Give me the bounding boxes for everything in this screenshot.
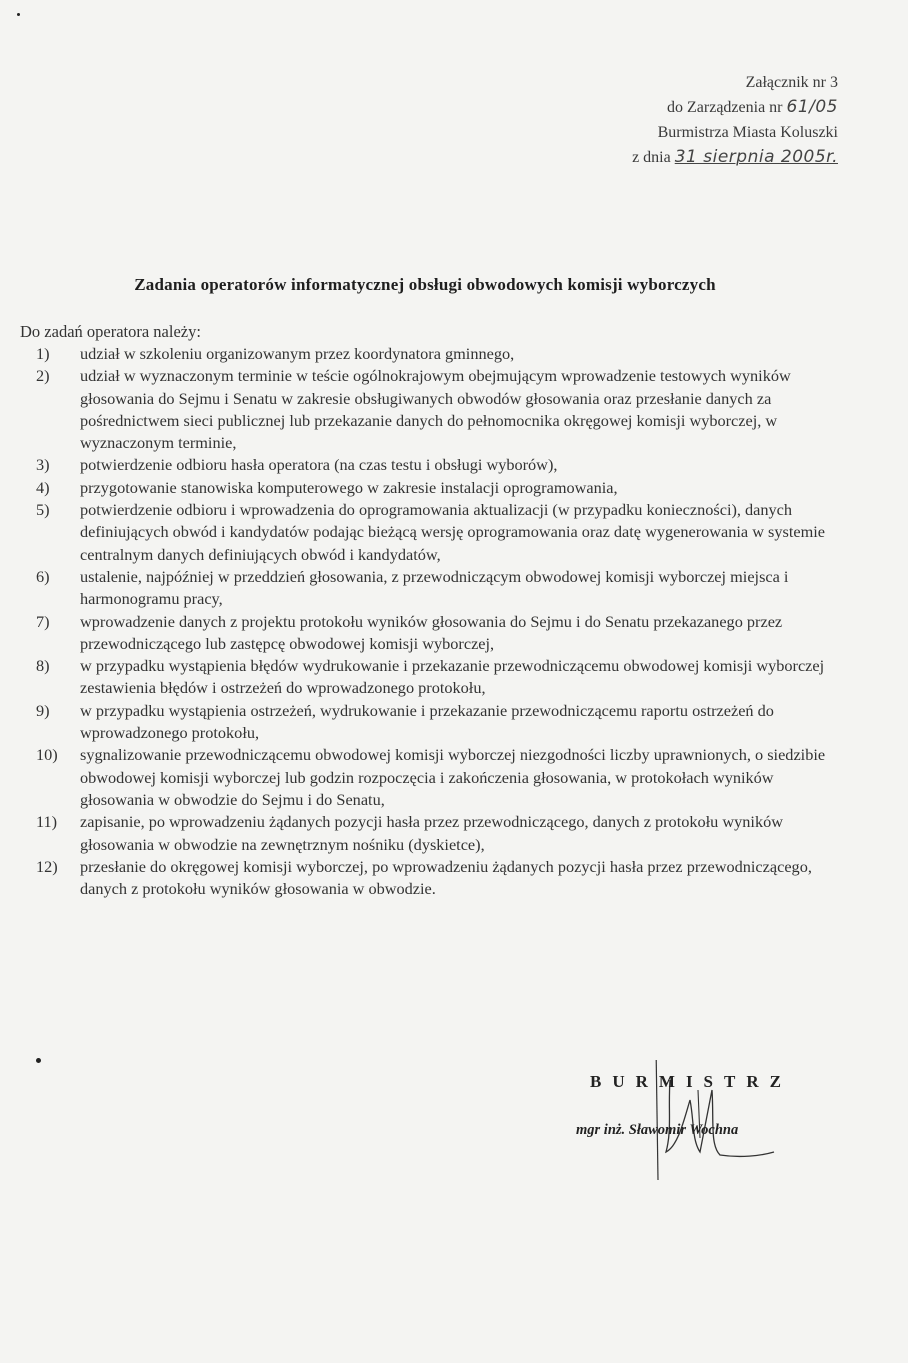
task-number [18, 499, 80, 566]
task-item [18, 566, 838, 611]
task-item [18, 856, 838, 901]
task-text: ustalenie, najpóźniej w przeddzień głosowania, z przewodniczącym obwodowej komisji wyborczej miejsca i harmonogramu pracy, [80, 566, 789, 609]
task-number [18, 744, 80, 811]
task-item [18, 454, 838, 476]
task-number [18, 477, 80, 499]
task-number-label: 8) [36, 656, 50, 676]
annex-number: Załącznik nr 3 [745, 74, 838, 91]
task-number [18, 811, 80, 856]
task-number-label: 1) [36, 344, 50, 363]
task-list [18, 343, 838, 900]
task-number-label: 7) [36, 611, 50, 631]
task-number-label: 5) [36, 500, 50, 520]
task-number-label: 3) [36, 455, 50, 475]
task-number [18, 611, 80, 656]
issuer: Burmistrza Miasta Koluszki [657, 124, 838, 141]
task-number [18, 700, 80, 745]
task-text: przygotowanie stanowiska komputerowego w zakresie instalacji oprogramowania, [80, 477, 618, 497]
scan-speck [17, 13, 20, 16]
task-text: potwierdzenie odbioru i wprowadzenia do oprogramowania aktualizacji (w przypadku konieczności), danych definiujących obwód i kandydatów podając bieżącą wersję oprogramowania oraz datę wygenerowania w systemie centralnym danych definiujących obwód i kandydatów, [80, 500, 826, 564]
date-prefix: z dnia [632, 149, 671, 166]
intro-text: Do zadań operatora należy: [20, 322, 201, 341]
order-reference [632, 95, 838, 120]
task-text: sygnalizowanie przewodniczącemu obwodowej komisji wyborczej niezgodności liczby uprawnionych, o siedzibie obwodowej komisji wyborczej lub godzin rozpoczęcia i zakończenia głosowania, w protokołach wyników głosowania w obwodzie do Sejmu i do Senatu, [80, 745, 826, 809]
task-number [18, 856, 80, 901]
task-number-label: 6) [36, 566, 50, 586]
task-number-label: 4) [36, 477, 50, 497]
task-item [18, 700, 838, 745]
order-number-handwritten: 61/05 [786, 97, 838, 117]
order-date [632, 145, 838, 170]
annex-header [632, 70, 838, 170]
task-number [18, 454, 80, 476]
signature-block [560, 1060, 840, 1190]
task-number-label: 12) [36, 856, 58, 876]
task-number-label: 11) [36, 812, 58, 832]
task-text: udział w szkoleniu organizowanym przez koordynatora gminnego, [80, 344, 515, 363]
task-text: wprowadzenie danych z projektu protokołu wyników głosowania do Sejmu i do Senatu przekazanego przez przewodniczącego lub zastępcę obwodowej komisji wyborczej, [80, 611, 783, 653]
date-handwritten: 31 sierpnia 2005r. [674, 147, 838, 167]
document-title: Zadania operatorów informatycznej obsługi obwodowych komisji wyborczych [134, 275, 716, 294]
task-number-label: 9) [36, 700, 50, 720]
task-item [18, 499, 838, 566]
order-prefix: do Zarządzenia nr [667, 99, 783, 116]
task-text: w przypadku wystąpienia błędów wydrukowanie i przekazanie przewodniczącemu obwodowej komisji wyborczej zestawienia błędów i ostrzeżeń do wprowadzonego protokołu, [80, 656, 825, 698]
signatory-name: mgr inż. Sławomir Wochna [576, 1122, 739, 1138]
task-number [18, 566, 80, 611]
task-number [18, 655, 80, 700]
task-item [18, 477, 838, 499]
task-text: przesłanie do okręgowej komisji wyborczej, po wprowadzeniu żądanych pozycji hasła przez przewodniczącego, danych z protokołu wyników głosowania w obwodzie. [80, 856, 812, 899]
task-item [18, 744, 838, 811]
task-text: potwierdzenie odbioru hasła operatora (na czas testu i obsługi wyborów), [80, 455, 558, 475]
task-item [18, 611, 838, 656]
task-item [18, 365, 838, 454]
task-item [18, 343, 838, 365]
task-text: w przypadku wystąpienia ostrzeżeń, wydrukowanie i przekazanie przewodniczącemu raportu ostrzeżeń do wprowadzonego protokołu, [80, 700, 774, 743]
task-text: udział w wyznaczonym terminie w teście ogólnokrajowym obejmującym wprowadzenie testowych wyników głosowania do Sejmu i Senatu w zakresie obsługiwanych obwodów głosowania oraz przesłanie danych za pośrednictwem sieci publicznej lub przekazanie danych do pełnomocnika okręgowej komisji wyborczej, w wyznaczonym terminie, [80, 366, 791, 453]
task-number [18, 365, 80, 454]
scan-speck [36, 1058, 41, 1063]
task-number-label: 10) [36, 745, 58, 765]
task-number [18, 343, 80, 365]
task-number-label: 2) [36, 366, 50, 386]
task-item [18, 655, 838, 700]
task-item [18, 811, 838, 856]
task-text: zapisanie, po wprowadzeniu żądanych pozycji hasła przez przewodniczącego, danych z protokołu wyników głosowania w obwodzie na zewnętrznym nośniku (dyskietce), [80, 812, 783, 854]
signature-title: BURMISTRZ [590, 1072, 792, 1091]
